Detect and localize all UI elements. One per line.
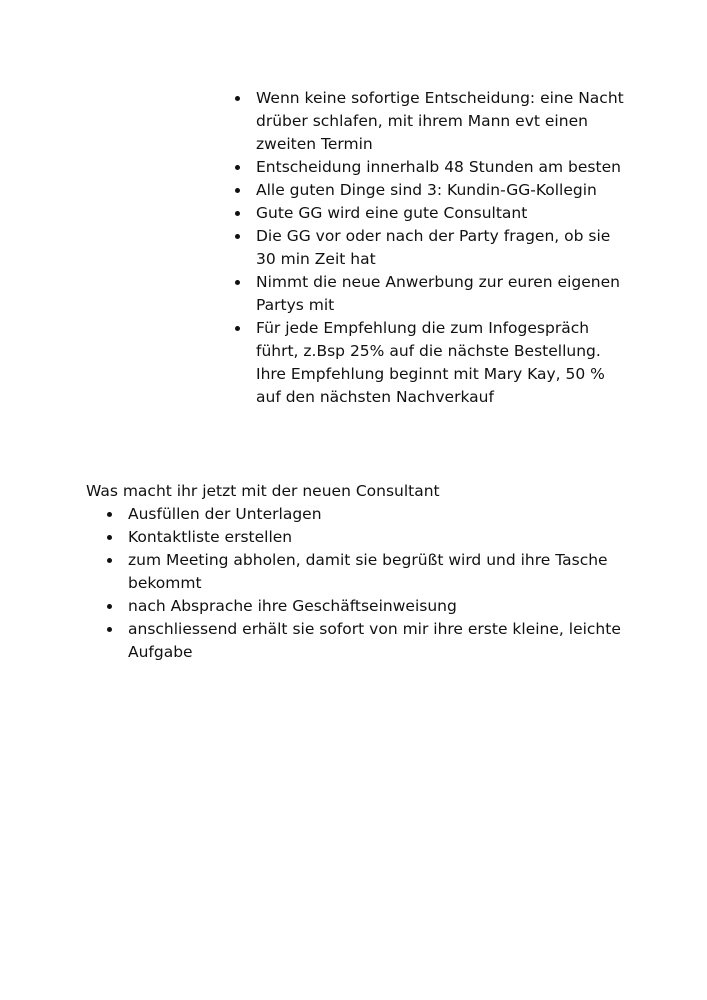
list-item [102, 503, 622, 526]
list-item-text: anschliessend erhält sie sofort von mir ihre erste kleine, leichte Aufgabe [128, 620, 621, 661]
list-item-text: Nimmt die neue Anwerbung zur euren eigenen Partys mit [256, 273, 620, 314]
recruiting-tips-list [230, 87, 630, 409]
bullet-icon [235, 165, 240, 170]
list-item [102, 549, 622, 595]
bullet-icon [235, 234, 240, 239]
list-item [230, 225, 630, 271]
list-item [230, 87, 630, 156]
new-consultant-section [86, 480, 626, 664]
bullet-icon [235, 326, 240, 331]
bullet-icon [107, 604, 112, 609]
list-item-text: zum Meeting abholen, damit sie begrüßt wird und ihre Tasche bekommt [128, 551, 608, 592]
list-item [230, 271, 630, 317]
list-item-text: Alle guten Dinge sind 3: Kundin-GG-Kollegin [256, 181, 597, 199]
section-heading: Was macht ihr jetzt mit der neuen Consultant [86, 482, 440, 500]
bullet-icon [235, 211, 240, 216]
list-item-text: Kontaktliste erstellen [128, 528, 293, 546]
list-item [230, 202, 630, 225]
bullet-icon [235, 96, 240, 101]
list-item [230, 156, 630, 179]
bullet-icon [107, 558, 112, 563]
bullet-icon [107, 627, 112, 632]
bullet-icon [235, 188, 240, 193]
list-item [102, 618, 622, 664]
list-item-text: Die GG vor oder nach der Party fragen, ob sie 30 min Zeit hat [256, 227, 611, 268]
list-item-text: nach Absprache ihre Geschäftseinweisung [128, 597, 457, 615]
list-item-text: Entscheidung innerhalb 48 Stunden am besten [256, 158, 621, 176]
bullet-icon [235, 280, 240, 285]
list-item-text: Ausfüllen der Unterlagen [128, 505, 322, 523]
list-item-text: Wenn keine sofortige Entscheidung: eine Nacht drüber schlafen, mit ihrem Mann evt einen zweiten Termin [256, 89, 624, 153]
list-item [102, 526, 622, 549]
list-item [230, 179, 630, 202]
list-item-text: Für jede Empfehlung die zum Infogespräch führt, z.Bsp 25% auf die nächste Bestellung. Ihre Empfehlung beginnt mit Mary Kay, 50 % auf den nächsten Nachverkauf [256, 319, 605, 406]
new-consultant-steps-list [102, 503, 622, 664]
list-item-text: Gute GG wird eine gute Consultant [256, 204, 528, 222]
list-item [102, 595, 622, 618]
list-item [230, 317, 630, 409]
bullet-icon [107, 512, 112, 517]
bullet-icon [107, 535, 112, 540]
